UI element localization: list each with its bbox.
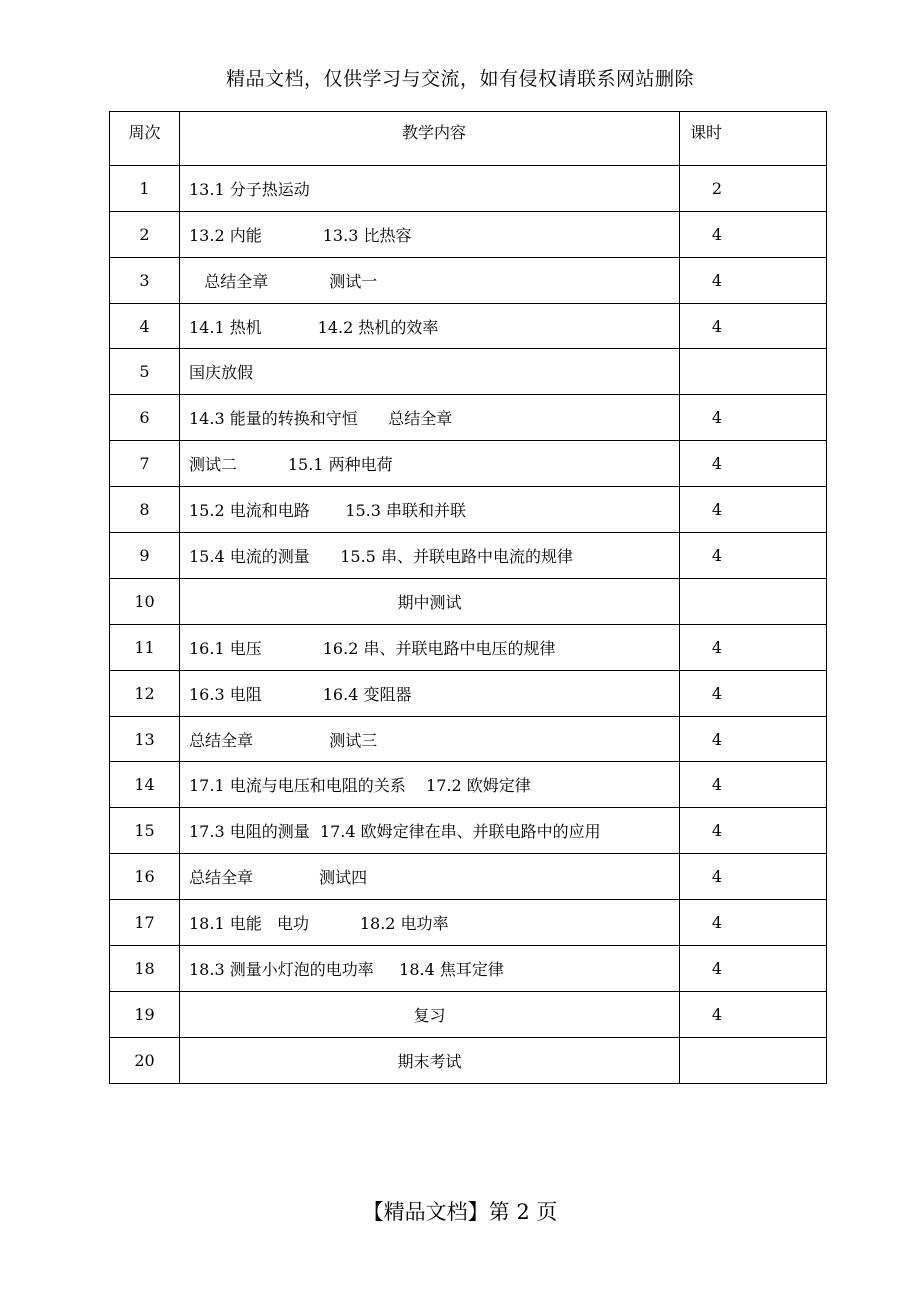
table-row [110,441,827,487]
content-cell: 17.3 电阻的测量 17.4 欧姆定律在串、并联电路中的应用 [180,808,680,854]
week-cell: 16 [110,854,180,900]
content-cell: 15.2 电流和电路 15.3 串联和并联 [180,487,680,533]
table-row [110,487,827,533]
week-cell: 14 [110,762,180,808]
week-cell: 13 [110,716,180,762]
week-cell: 4 [110,303,180,349]
table-row [110,946,827,992]
hours-cell [680,349,827,395]
week-cell: 15 [110,808,180,854]
content-cell: 16.3 电阻 16.4 变阻器 [180,670,680,716]
content-cell: 总结全章 测试三 [180,716,680,762]
content-cell: 总结全章 测试一 [180,257,680,303]
hours-cell: 4 [680,991,827,1037]
content-cell: 13.1 分子热运动 [180,165,680,211]
hours-cell: 4 [680,624,827,670]
content-cell: 复习 [180,991,680,1037]
table-row [110,533,827,579]
table-header-row [110,112,827,166]
hours-cell: 4 [680,303,827,349]
content-cell: 13.2 内能 13.3 比热容 [180,211,680,257]
table-row [110,1037,827,1083]
content-cell: 16.1 电压 16.2 串、并联电路中电压的规律 [180,624,680,670]
hours-cell: 4 [680,395,827,441]
week-cell: 2 [110,211,180,257]
content-cell: 国庆放假 [180,349,680,395]
table-row [110,395,827,441]
table-row [110,624,827,670]
hours-cell: 4 [680,670,827,716]
week-cell: 11 [110,624,180,670]
content-cell: 18.3 测量小灯泡的电功率 18.4 焦耳定律 [180,946,680,992]
hours-cell: 4 [680,808,827,854]
table-row [110,670,827,716]
hours-cell: 4 [680,441,827,487]
week-cell: 5 [110,349,180,395]
table-row [110,991,827,1037]
content-cell: 测试二 15.1 两种电荷 [180,441,680,487]
table-row [110,578,827,624]
hours-cell: 4 [680,211,827,257]
schedule-table [109,111,827,1084]
week-cell: 9 [110,533,180,579]
hours-cell: 4 [680,762,827,808]
table-row [110,716,827,762]
table-row [110,808,827,854]
table-row [110,349,827,395]
table-row [110,854,827,900]
column-header-week: 周次 [110,112,180,166]
content-cell: 总结全章 测试四 [180,854,680,900]
week-cell: 10 [110,578,180,624]
page-footer: 【精品文档】第 2 页 [362,1200,558,1224]
week-cell: 1 [110,165,180,211]
week-cell: 8 [110,487,180,533]
table-row [110,303,827,349]
week-cell: 7 [110,441,180,487]
week-cell: 3 [110,257,180,303]
week-cell: 17 [110,900,180,946]
table-row [110,211,827,257]
hours-cell: 4 [680,487,827,533]
content-cell: 期中测试 [180,578,680,624]
week-cell: 20 [110,1037,180,1083]
page-header: 精品文档，仅供学习与交流，如有侵权请联系网站删除 [225,68,694,90]
hours-cell: 4 [680,716,827,762]
content-cell: 14.3 能量的转换和守恒 总结全章 [180,395,680,441]
table-row [110,762,827,808]
content-cell: 17.1 电流与电压和电阻的关系 17.2 欧姆定律 [180,762,680,808]
hours-cell [680,1037,827,1083]
week-cell: 6 [110,395,180,441]
column-header-hours: 课时 [680,112,827,166]
week-cell: 18 [110,946,180,992]
hours-cell: 2 [680,165,827,211]
week-cell: 12 [110,670,180,716]
hours-cell: 4 [680,257,827,303]
content-cell: 18.1 电能 电功 18.2 电功率 [180,900,680,946]
hours-cell: 4 [680,854,827,900]
hours-cell [680,578,827,624]
content-cell: 期末考试 [180,1037,680,1083]
content-cell: 15.4 电流的测量 15.5 串、并联电路中电流的规律 [180,533,680,579]
content-cell: 14.1 热机 14.2 热机的效率 [180,303,680,349]
hours-cell: 4 [680,900,827,946]
column-header-content: 教学内容 [180,112,680,166]
table-row [110,257,827,303]
table-row [110,165,827,211]
table-row [110,900,827,946]
hours-cell: 4 [680,946,827,992]
hours-cell: 4 [680,533,827,579]
week-cell: 19 [110,991,180,1037]
